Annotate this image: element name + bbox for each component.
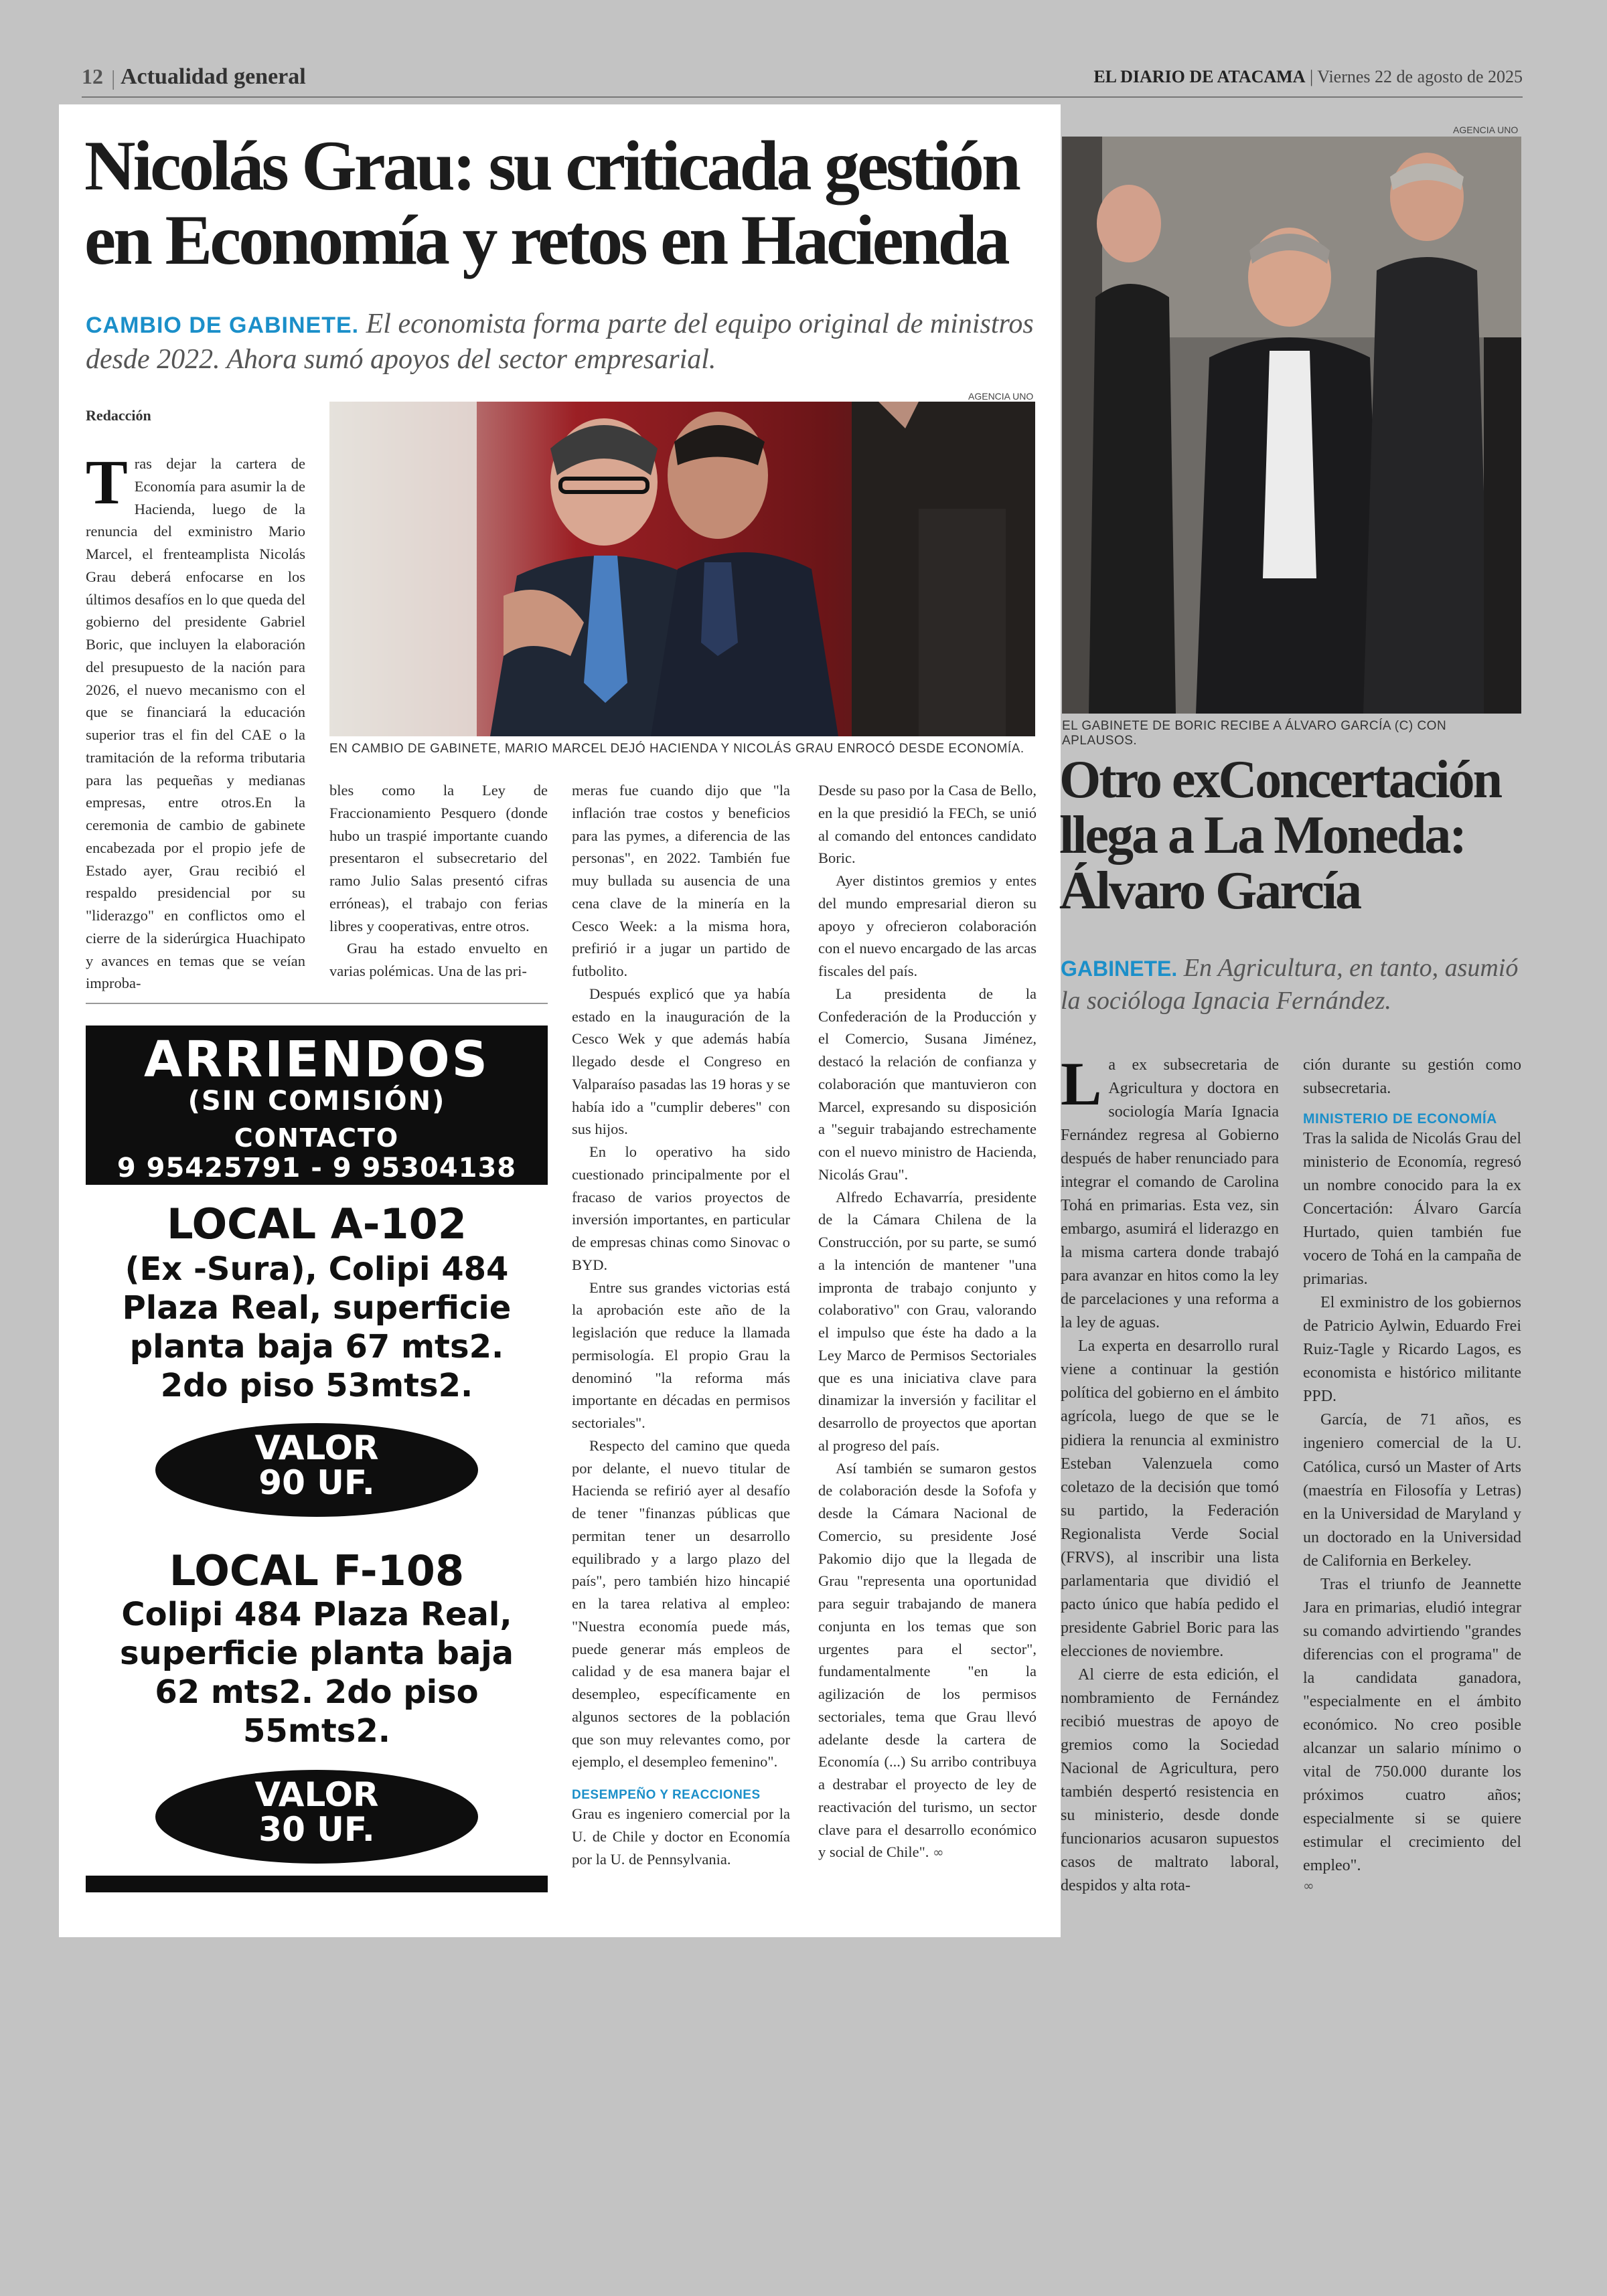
- main-lead: [86, 307, 1037, 377]
- ad-phones: 9 95425791 - 9 95304138: [117, 1153, 517, 1183]
- ad-local-1-name: LOCAL A-102: [167, 1200, 467, 1248]
- main-col-4-para-3: La presidenta de la Confederación de la Producción y el Comercio, Susana Jiménez, destacó la relación de confianza y colaboración que mantuvieron con Marcel, expresando su disposición a "seguir trabajando estrechamente con el nuevo ministro de Hacienda, Nicolás Grau".: [818, 985, 1037, 1183]
- page-number: 12: [82, 64, 103, 88]
- main-kicker: CAMBIO DE GABINETE.: [86, 313, 360, 338]
- paper-name: EL DIARIO DE ATACAMA: [1093, 67, 1306, 86]
- main-col-3: [572, 779, 790, 1870]
- drop-cap: T: [86, 448, 128, 517]
- main-col-2-para-1: bles como la Ley de Fraccionamiento Pesquero (donde hubo un traspié importante cuando presentaron el subsecretario del ramo Julio Salas presentó cifras erróneas), el trabajo con ferias libres y cooperativas, entre otros.: [329, 782, 548, 934]
- main-col-2: [329, 779, 548, 983]
- header-separator: |: [111, 66, 116, 90]
- side-col-1-para-3: Al cierre de esta edición, el nombramiento de Fernández recibió muestras de apoyo de gremios como la Sociedad Nacional de Agricultura, pero también despertó resistencia en su ministerio, desde donde funcionarios acusaron supuestos casos de maltrato laboral, despidos y alta rota-: [1061, 1665, 1279, 1895]
- main-col-3-para-6: Grau es ingeniero comercial por la U. de Chile y doctor en Economía por la U. de Pennsylvania.: [572, 1805, 790, 1868]
- side-col-1-para-1: La ex subsecretaria de Agricultura y doctora en sociología María Ignacia Fernández regresa al Gobierno después de haber renunciado para integrar el comando de Carolina Tohá en primarias. Esta vez, sin embargo, asumirá el liderazgo en la misma cartera donde trabajó para avanzar en hitos como la ley de parcelaciones y una reforma a la ley de aguas.: [1061, 1050, 1279, 1332]
- ad-contact-label: CONTACTO: [234, 1123, 400, 1153]
- section-name: Actualidad general: [121, 64, 306, 89]
- side-photo-illustration: [1062, 137, 1521, 714]
- main-photo-credit: AGENCIA UNO: [968, 391, 1034, 402]
- ad-local-1-line-1: (Ex -Sura), Colipi 484: [125, 1250, 509, 1288]
- ad-subtitle: (SIN COMISIÓN): [187, 1086, 446, 1117]
- ad-header-block: [86, 1026, 548, 1185]
- page-header: [82, 64, 1523, 98]
- ad-local-1-price-value: 90 UF.: [258, 1463, 375, 1502]
- main-photo-illustration: [329, 402, 1035, 736]
- main-photo-caption: EN CAMBIO DE GABINETE, MARIO MARCEL DEJÓ HACIENDA Y NICOLÁS GRAU ENROCÓ DESDE ECONOMÍA.: [329, 742, 1024, 756]
- side-col-1: [1061, 1050, 1279, 1898]
- side-drop-cap: L: [1061, 1050, 1102, 1118]
- side-photo: [1062, 137, 1521, 714]
- main-col-3-para-3: En lo operativo ha sido cuestionado principalmente por el fracaso de varios proyectos de inversión importantes, en particular de empresas chinas como Sinovac o BYD.: [572, 1143, 790, 1273]
- main-col-4-para-2: Ayer distintos gremios y entes del mundo empresarial dieron su apoyo y ofrecieron colaboración con el nuevo encargado de las arcas fiscales del país.: [818, 872, 1037, 979]
- main-col-4-para-5: Así también se sumaron gestos de colaboración desde la Sofofa y desde la Cámara Nacional de Comercio, su presidente José Pakomio dijo que la llegada de Grau "representa una oportunidad para seguir trabajando de manera conjunta en los temas que son urgentes para el sector", fundamentalmente "en la agilización de los permisos sectoriales, tema que Grau llevó adelante desde la cartera de Economía (...) Su arribo contribuya a destrabar el proyecto de ley de reactivación del turismo, un sector clave para el desarrollo económico y social de Chile". ∞: [818, 1459, 1037, 1861]
- main-col-3-para-2: Después explicó que ya había estado en la inauguración de la Cesco Wek y que además había llegado desde el Congreso en Valparaíso pasadas las 19 horas y se había ido a "cumplir deberes" con sus hijos.: [572, 985, 790, 1138]
- ad-local-2-line-4: 55mts2.: [243, 1712, 390, 1750]
- side-photo-credit: AGENCIA UNO: [1453, 125, 1519, 135]
- ad-local-1-price-label: VALOR: [254, 1428, 379, 1467]
- main-lead-text: El economista forma parte del equipo original de ministros desde 2022. Ahora sumó apoyos del sector empresarial.: [86, 309, 1034, 375]
- main-headline: Nicolás Grau: su criticada gestión en Economía y retos en Hacienda: [84, 127, 1018, 280]
- main-col-4: [818, 779, 1037, 1864]
- main-col-3-para-1: meras fue cuando dijo que "la inflación trae costos y beneficios para las pymes, a diferencia de las personas", en 2022. También fue muy bullada su ausencia de una cena clave de la minería en la Cesco Week: a la misma hora, prefirió ir a jugar un partido de futbolito.: [572, 782, 790, 979]
- ad-divider: [86, 1003, 548, 1004]
- side-col-2-para-3: El exministro de los gobiernos de Patricio Aylwin, Eduardo Frei Ruiz-Tagle y Ricardo Lagos, es economista e histórico militante PPD.: [1303, 1294, 1521, 1406]
- ad-local-2-name: LOCAL F-108: [169, 1546, 465, 1595]
- side-col-1-para-2: La experta en desarrollo rural viene a continuar la gestión política del gobierno en el ámbito agrícola, luego de que se le pidiera la renuncia al exministro Esteban Valenzuela como coletazo de la decisión que tomó su partido, la Federación Regionalista Verde Social (FRVS), al inscribir una lista parlamentaria que dividió el pacto único que había pedido el presidente Gabriel Boric para las elecciones de noviembre.: [1061, 1337, 1279, 1660]
- end-mark-icon: ∞: [933, 1844, 944, 1861]
- main-col-3-subhead: DESEMPEÑO Y REACCIONES: [572, 1788, 761, 1802]
- side-col-2-subhead: MINISTERIO DE ECONOMÍA: [1303, 1111, 1497, 1127]
- classified-ad: [86, 1026, 548, 1892]
- ad-title: ARRIENDOS: [144, 1031, 489, 1088]
- side-headline: Otro exConcertación llega a La Moneda: Álvaro García: [1059, 750, 1501, 921]
- side-photo-caption: EL GABINETE DE BORIC RECIBE A ÁLVARO GARCÍA (C) CON APLAUSOS.: [1062, 719, 1447, 748]
- main-photo: [329, 402, 1035, 736]
- side-kicker: GABINETE.: [1061, 957, 1178, 981]
- main-col-4-para-4: Alfredo Echavarría, presidente de la Cámara Chilena de la Construcción, por su parte, se sumó a la intención de mantener "una impronta de trabajo conjunto y colaborativo" con Grau, valorando el impulso que éste ha dado a la Ley Marco de Permisos Sectoriales que es una iniciativa clave para dinamizar la inversión y facilitar el desarrollo de proyectos que aportan al progreso del país.: [818, 1188, 1037, 1454]
- main-col-1-text: ras dejar la cartera de Economía para asumir la de Hacienda, luego de la renuncia del exministro Mario Marcel, el frenteamplista Nicolás Grau deberá enfocarse en los últimos desafíos en lo que queda del gobierno del presidente Gabriel Boric, que incluyen la elaboración del presupuesto de la nación para 2026, el nuevo mecanismo con el que se financiará la educación superior tras el fin del CAE o la tramitación de la reforma tributaria para las pequeñas y medianas empresas, entre otros.En la ceremonia de cambio de gabinete encabezada por el propio jefe de Estado ayer, Grau recibió el respaldo presidencial por su "liderazgo" en conflictos omo el cierre de la siderúrgica Huachipato y avances en temas que se veían improba-: [86, 455, 305, 992]
- side-lead: [1061, 952, 1523, 1018]
- side-col-2-para-1: ción durante su gestión como subsecretaria.: [1303, 1056, 1521, 1098]
- main-col-4-para-1: Desde su paso por la Casa de Bello, en la que presidió la FECh, se unió al comando del entonces candidato Boric.: [818, 782, 1037, 867]
- side-col-2-para-5: Tras el triunfo de Jeannette Jara en primarias, eludió integrar su comando advirtiendo "grandes diferencias con el programa" de la candidata ganadora, "especialmente en el ámbito económico. No creo posible alcanzar un salario mínimo o vital de 750.000 durante los próximos cuatro años; especialmente si se quiere estimular el crecimiento del empleo".: [1303, 1575, 1521, 1875]
- side-col-2-para-2: Tras la salida de Nicolás Grau del ministerio de Economía, regresó un nombre conocido para la ex Concertación: Álvaro García Hurtado, quien también fue vocero de Tohá en la campaña de primarias.: [1303, 1130, 1521, 1289]
- ad-local-2-line-1: Colipi 484 Plaza Real,: [121, 1596, 512, 1633]
- side-col-2-para-4: García, de 71 años, es ingeniero comercial de la U. Católica, cursó un Master of Arts (maestría en Filosofía y Letras) en la Universidad de Maryland y un doctorado en la Universidad de California en Berkeley.: [1303, 1411, 1521, 1570]
- ad-local-2-line-3: 62 mts2. 2do piso: [155, 1673, 479, 1711]
- main-col-3-para-5: Respecto del camino que queda por delante, el nuevo titular de Hacienda se refirió ayer al desafío de tener "finanzas públicas que permitan tener un desarrollo equilibrado y a largo plazo del país", pero también hizo hincapié en la tarea relativa al empleo: "Nuestra economía puede más, puede generar más empleos de calidad y de esa manera bajar el desempleo, específicamente en algunos sectores de la población que son muy relevantes como, por ejemplo, el desempleo femenino".: [572, 1437, 790, 1771]
- main-col-1-para: [86, 448, 305, 995]
- issue-date: Viernes 22 de agosto de 2025: [1317, 67, 1523, 86]
- ad-local-1-line-3: planta baja 67 mts2.: [129, 1328, 504, 1366]
- side-lead-text: En Agricultura, en tanto, asumió la socióloga Ignacia Fernández.: [1061, 954, 1519, 1015]
- side-end-mark-icon: ∞: [1303, 1878, 1314, 1894]
- side-col-2: [1303, 1054, 1521, 1894]
- main-col-3-para-4: Entre sus grandes victorias está la aprobación este año de la legislación que reduce la llamada permisología. El propio Grau la denominó "la reforma más importante en décadas en permisos sectoriales".: [572, 1279, 790, 1431]
- ad-local-2-line-2: superficie planta baja: [119, 1635, 514, 1672]
- ad-local-1-line-2: Plaza Real, superficie: [122, 1289, 512, 1327]
- ad-local-2-price-label: VALOR: [254, 1775, 379, 1814]
- ad-bottom-bar: [86, 1876, 548, 1892]
- ad-local-1-line-4: 2do piso 53mts2.: [160, 1367, 473, 1404]
- ad-local-1-price-badge: [155, 1423, 478, 1517]
- ad-local-2-price-badge: [155, 1770, 478, 1864]
- paper-masthead: EL DIARIO DE ATACAMA | Viernes 22 de agosto de 2025: [1093, 67, 1523, 86]
- main-col-2-para-2: Grau ha estado envuelto en varias polémicas. Una de las pri-: [329, 940, 548, 979]
- byline: Redacción: [86, 407, 151, 424]
- main-col-1: [86, 448, 305, 995]
- ad-local-2-price-value: 30 UF.: [258, 1810, 375, 1849]
